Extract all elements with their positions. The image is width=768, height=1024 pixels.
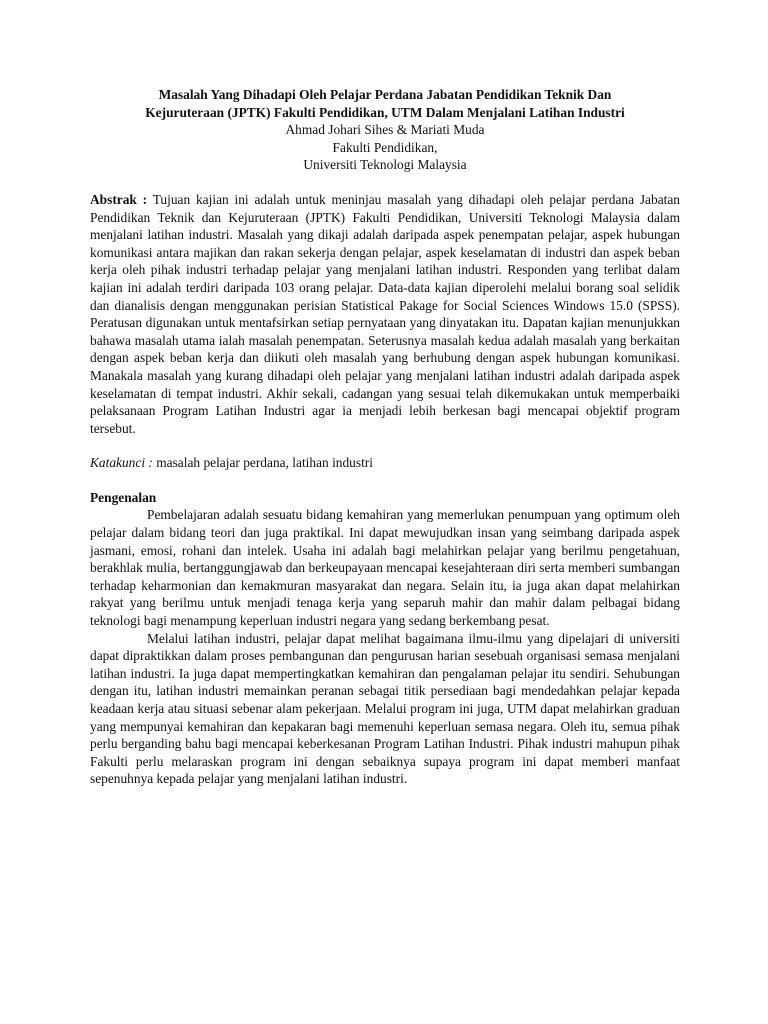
faculty: Fakulti Pendidikan, — [332, 139, 438, 155]
title-block — [90, 86, 680, 174]
section-heading-introduction: Pengenalan — [90, 489, 157, 505]
paper-title-line-2: Kejuruteraan (JPTK) Fakulti Pendidikan, UTM Dalam Menjalani Latihan Industri — [145, 104, 625, 120]
paper-title-line-1: Masalah Yang Dihadapi Oleh Pelajar Perdana Jabatan Pendidikan Teknik Dan — [158, 87, 612, 102]
abstract-text: Tujuan kajian ini adalah untuk meninjau masalah yang dihadapi oleh pelajar perdana Jabatan Pendidikan Teknik dan Kejuruteraan (JPTK) Fakulti Pendidikan, Universiti Teknologi Malaysia dalam menjalani latihan industri. Masalah yang dikaji adalah daripada aspek penempatan pelajar, aspek hubungan komunikasi antara majikan dan rakan sekerja dengan pelajar, aspek keselamatan di industri dan aspek beban kerja oleh pihak industri terhadap pelajar yang menjalani latihan industri. Responden yang terlibat dalam kajian ini adalah terdiri daripada 103 orang pelajar. Data-data kajian diperolehi melalui borang soal selidik dan dianalisis dengan menggunakan perisian Statistical Pakage for Social Sciences Windows 15.0 (SPSS). Peratusan digunakan untuk mentafsirkan setiap pernyataan yang dinyatakan itu. Dapatan kajian menunjukkan bahawa masalah utama ialah masalah penempatan. Seterusnya masalah kedua adalah masalah yang berkaitan dengan aspek beban kerja dan diikuti oleh masalah yang berhubung dengan aspek hubungan komunikasi. Manakala masalah yang kurang dihadapi oleh pelajar yang menjalani latihan industri adalah daripada aspek keselamatan di tempat industri. Akhir sekali, cadangan yang sesuai telah dikemukakan untuk memperbaiki pelaksanaan Program Latihan Industri agar ia menjadi lebih berkesan bagi mencapai objektif program tersebut. — [90, 191, 680, 436]
university: Universiti Teknologi Malaysia — [303, 157, 467, 173]
document-page — [90, 86, 680, 788]
keywords-text: masalah pelajar perdana, latihan industri — [156, 455, 373, 471]
introduction-paragraph-2: Melalui latihan industri, pelajar dapat melihat bagaimana ilmu-ilmu yang dipelajari di universiti dapat dipraktikkan dalam proses pembangunan dan pengurusan harian sesebuah organisasi semasa menjalani latihan industri. Ia juga dapat mempertingkatkan kemahiran dan pengalaman pelajar itu sendiri. Sehubungan dengan itu, latihan industri memainkan peranan sebagai titik persediaan bagi mendedahkan pelajar kepada keadaan kerja atau situasi sebenar alam pekerjaan. Melalui program ini juga, UTM dapat melahirkan graduan yang mempunyai kemahiran dan kepakaran bagi memenuhi keperluan semasa negara. Oleh itu, semua pihak perlu berganding bahu bagi mencapai keberkesanan Program Latihan Industri. Pihak industri mahupun pihak Fakulti perlu melaraskan program ini dengan sebaiknya supaya program ini dapat memberi manfaat sepenuhnya kepada pelajar yang menjalani latihan industri. — [90, 630, 680, 787]
abstract-label: Abstrak : — [90, 191, 148, 207]
keywords — [90, 454, 680, 472]
introduction-paragraph-1: Pembelajaran adalah sesuatu bidang kemahiran yang memerlukan penumpuan yang optimum oleh pelajar dalam bidang teori dan juga praktikal. Ini dapat mewujudkan insan yang seimbang daripada aspek jasmani, emosi, rohani dan intelek. Usaha ini adalah bagi melahirkan pelajar yang berilmu pengetahuan, berakhlak mulia, bertanggungjawab dan berkeupayaan mencapai kesejahteraan diri serta memberi sumbangan terhadap keharmonian dan kemakmuran masyarakat dan negara. Selain itu, ia juga akan dapat melahirkan rakyat yang berilmu untuk menjadi tenaga kerja yang separuh mahir dan mahir dalam pelbagai bidang teknologi bagi menampung keperluan industri negara yang sedang berkembang pesat. — [90, 507, 680, 629]
keywords-label: Katakunci : — [90, 455, 153, 471]
authors: Ahmad Johari Sihes & Mariati Muda — [285, 122, 485, 138]
abstract — [90, 191, 680, 437]
